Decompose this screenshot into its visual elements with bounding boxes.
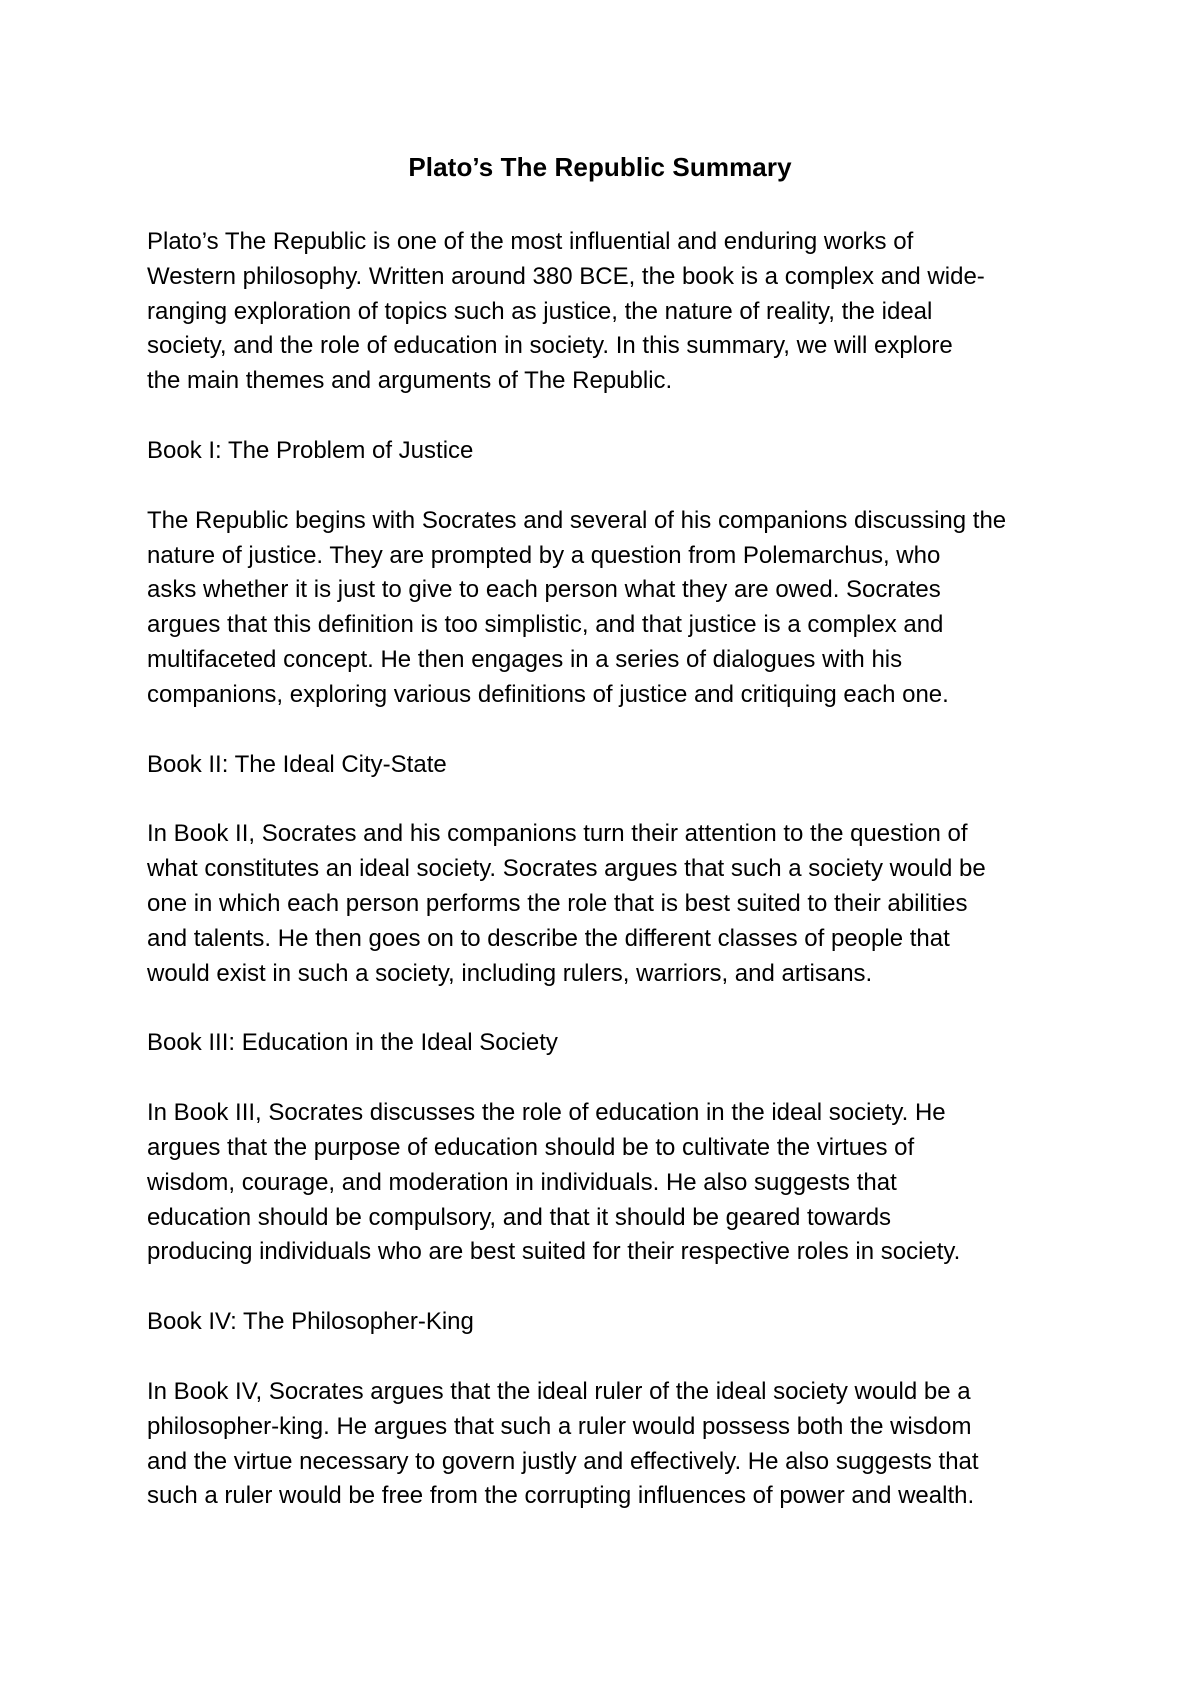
paragraph-line: The Republic begins with Socrates and several of his companions discussing the [147, 506, 1007, 534]
section-paragraph-book-4 [147, 1375, 1092, 1514]
section-heading-book-2: Book II: The Ideal City-State [147, 750, 447, 778]
intro-line: ranging exploration of topics such as justice, the nature of reality, the ideal [147, 297, 933, 325]
paragraph-line: and the virtue necessary to govern justly and effectively. He also suggests that [147, 1447, 979, 1475]
paragraph-line: what constitutes an ideal society. Socrates argues that such a society would be [147, 855, 986, 883]
paragraph-line: would exist in such a society, including rulers, warriors, and artisans. [147, 959, 873, 987]
section-heading-book-4: Book IV: The Philosopher-King [147, 1308, 474, 1336]
section-paragraph-book-2 [147, 817, 1092, 991]
paragraph-line: In Book II, Socrates and his companions turn their attention to the question of [147, 820, 968, 848]
document-title: Plato’s The Republic Summary [408, 152, 792, 182]
paragraph-line: multifaceted concept. He then engages in a series of dialogues with his [147, 645, 903, 673]
paragraph-line: nature of justice. They are prompted by a question from Polemarchus, who [147, 541, 941, 569]
paragraph-line: In Book III, Socrates discusses the role of education in the ideal society. He [147, 1099, 946, 1127]
intro-line: Plato’s The Republic is one of the most influential and enduring works of [147, 228, 914, 255]
paragraph-line: companions, exploring various definitions of justice and critiquing each one. [147, 680, 949, 708]
paragraph-line: education should be compulsory, and that it should be geared towards [147, 1203, 892, 1231]
paragraph-line: argues that the purpose of education should be to cultivate the virtues of [147, 1133, 915, 1161]
section-heading-book-3: Book III: Education in the Ideal Society [147, 1029, 558, 1057]
section-paragraph-book-1 [147, 504, 1092, 713]
paragraph-line: philosopher-king. He argues that such a ruler would possess both the wisdom [147, 1412, 972, 1440]
intro-line: Western philosophy. Written around 380 BCE, the book is a complex and wide- [147, 262, 985, 290]
document-body [147, 225, 1092, 1549]
intro-line: society, and the role of education in society. In this summary, we will explore [147, 332, 953, 360]
paragraph-line: wisdom, courage, and moderation in individuals. He also suggests that [147, 1168, 897, 1196]
section-heading-book-1: Book I: The Problem of Justice [147, 436, 474, 464]
paragraph-line: asks whether it is just to give to each person what they are owed. Socrates [147, 576, 941, 604]
paragraph-line: such a ruler would be free from the corrupting influences of power and wealth. [147, 1482, 975, 1510]
section-paragraph-book-3 [147, 1096, 1092, 1270]
paragraph-line: producing individuals who are best suited for their respective roles in society. [147, 1238, 961, 1266]
intro-paragraph [147, 225, 1092, 399]
paragraph-line: and talents. He then goes on to describe the different classes of people that [147, 924, 950, 952]
paragraph-line: one in which each person performs the role that is best suited to their abilities [147, 889, 968, 917]
intro-line: the main themes and arguments of The Republic. [147, 367, 673, 395]
paragraph-line: In Book IV, Socrates argues that the ideal ruler of the ideal society would be a [147, 1377, 971, 1405]
paragraph-line: argues that this definition is too simplistic, and that justice is a complex and [147, 611, 944, 639]
